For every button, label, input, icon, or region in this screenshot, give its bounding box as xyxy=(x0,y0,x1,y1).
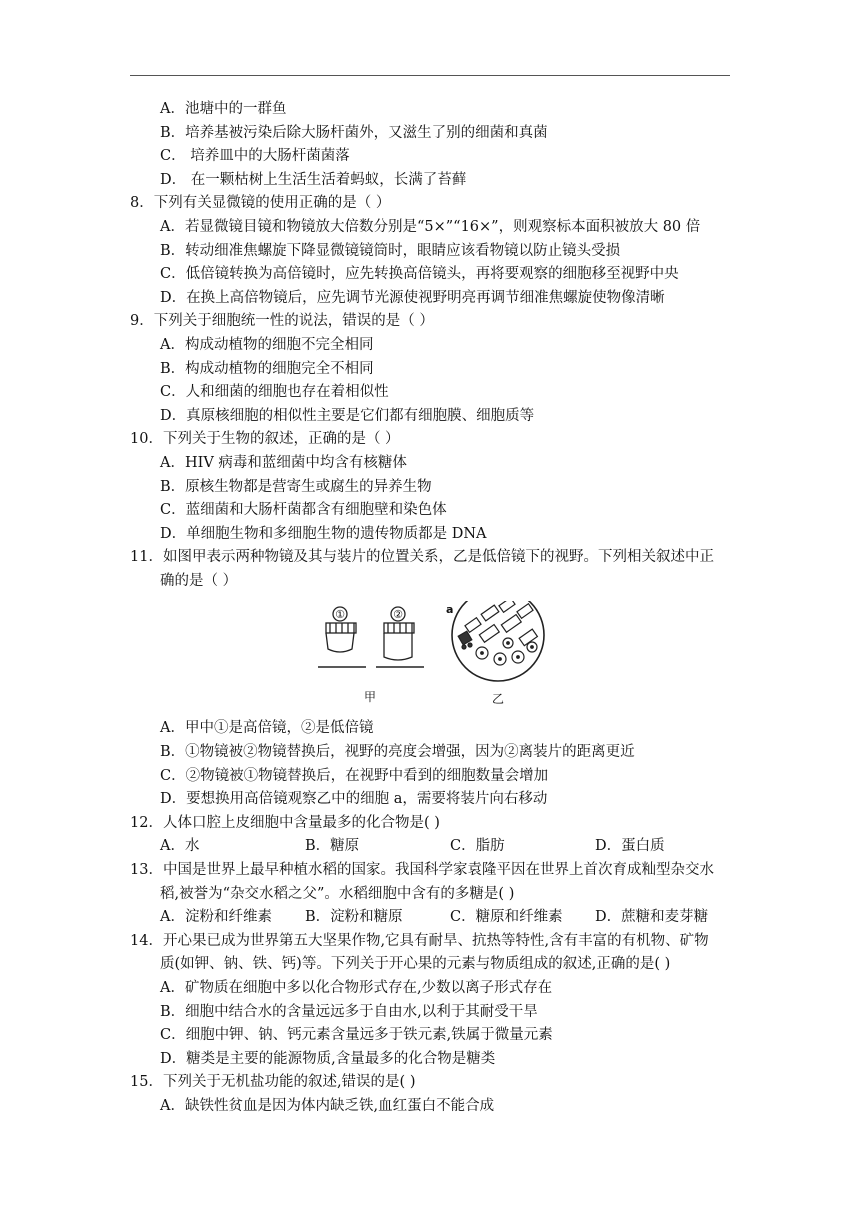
q8-stem: 8．下列有关显微镜的使用正确的是（ ） xyxy=(130,195,391,212)
q14-option-b: B．细胞中结合水的含量远远多于自由水,以利于其耐受干旱 xyxy=(160,1003,538,1020)
cell-a-label: a xyxy=(446,603,454,617)
q12-option-d: D．蛋白质 xyxy=(595,838,665,855)
q15-stem: 15．下列关于无机盐功能的叙述,错误的是( ) xyxy=(130,1074,416,1091)
q13-stem-continued: 稻,被誉为“杂交水稻之父”。水稻细胞中含有的多糖是( ) xyxy=(160,885,515,902)
q13-option-b: B．淀粉和糖原 xyxy=(305,909,403,926)
figure-yi-label: 乙 xyxy=(491,692,505,707)
q13-options xyxy=(130,906,740,930)
q9-option-a: A．构成动植物的细胞不完全相同 xyxy=(160,336,374,353)
q14-stem: 14．开心果已成为世界第五大坚果作物,它具有耐旱、抗热等特性,含有丰富的有机物、矿物 xyxy=(130,932,709,949)
q13-option-a: A．淀粉和纤维素 xyxy=(160,909,272,926)
objective-2-label: ② xyxy=(393,608,403,622)
microscope-diagram xyxy=(314,601,574,709)
q9-stem: 9．下列关于细胞统一性的说法，错误的是（ ） xyxy=(130,313,434,330)
q7-option-c: C． 培养皿中的大肠杆菌菌落 xyxy=(160,148,350,165)
q8-option-d: D．在换上高倍物镜后，应先调节光源使视野明亮再调节细准焦螺旋使物像清晰 xyxy=(160,289,665,306)
q9-option-d: D．真原核细胞的相似性主要是它们都有细胞膜、细胞质等 xyxy=(160,407,535,424)
figure-jia-label: 甲 xyxy=(363,690,377,705)
q8-option-c: C．低倍镜转换为高倍镜时，应先转换高倍镜头，再将要观察的细胞移至视野中央 xyxy=(160,266,679,283)
q9-option-c: C．人和细菌的细胞也存在着相似性 xyxy=(160,384,389,401)
q13-stem: 13．中国是世界上最早种植水稻的国家。我国科学家袁隆平因在世界上首次育成籼型杂交水 xyxy=(130,862,714,879)
q13-option-d: D．蔗糖和麦芽糖 xyxy=(595,909,709,926)
q8-option-a: A．若显微镜目镜和物镜放大倍数分别是“5×”“16×”，则观察标本面积被放大 80 倍 xyxy=(160,218,701,235)
q12-stem: 12．人体口腔上皮细胞中含量最多的化合物是( ) xyxy=(130,814,440,831)
q10-stem: 10．下列关于生物的叙述，正确的是（ ） xyxy=(130,431,400,448)
q11-option-c: C．②物镜被①物镜替换后，在视野中看到的细胞数量会增加 xyxy=(160,767,549,784)
header-rule xyxy=(130,75,730,76)
q9-option-b: B．构成动植物的细胞完全不相同 xyxy=(160,360,374,377)
q10-option-b: B．原核生物都是营寄生或腐生的异养生物 xyxy=(160,478,432,495)
microscope-figure xyxy=(314,593,740,717)
q11-stem-continued: 确的是（ ） xyxy=(160,572,238,589)
field-of-view xyxy=(452,601,544,681)
q8-option-b: B．转动细准焦螺旋下降显微镜镜筒时，眼睛应该看物镜以防止镜头受损 xyxy=(160,242,621,259)
q10-option-c: C．蓝细菌和大肠杆菌都含有细胞壁和染色体 xyxy=(160,502,447,519)
q7-option-d: D． 在一颗枯树上生活生活着蚂蚁，长满了苔藓 xyxy=(160,171,467,188)
q13-option-c: C．糖原和纤维素 xyxy=(450,909,563,926)
objective-1-label: ① xyxy=(335,608,345,622)
q7-option-a: A．池塘中的一群鱼 xyxy=(160,101,287,117)
q11-stem: 11．如图甲表示两种物镜及其与装片的位置关系，乙是低倍镜下的视野。下列相关叙述中正 xyxy=(130,549,714,566)
exam-content xyxy=(130,98,740,1119)
q11-option-b: B．①物镜被②物镜替换后，视野的亮度会增强，因为②离装片的距离更近 xyxy=(160,744,635,761)
q10-option-a: A．HIV 病毒和蓝细菌中均含有核糖体 xyxy=(160,454,407,471)
q15-option-a: A．缺铁性贫血是因为体内缺乏铁,血红蛋白不能合成 xyxy=(160,1097,495,1114)
q10-option-d: D．单细胞生物和多细胞生物的遗传物质都是 DNA xyxy=(160,525,487,542)
q11-option-d: D．要想换用高倍镜观察乙中的细胞 a，需要将装片向右移动 xyxy=(160,791,548,808)
q14-option-a: A．矿物质在细胞中多以化合物形式存在,少数以离子形式存在 xyxy=(160,980,553,996)
q11-option-a: A．甲中①是高倍镜，②是低倍镜 xyxy=(160,720,374,737)
q12-option-c: C．脂肪 xyxy=(450,838,505,855)
q14-stem-continued: 质(如钾、钠、铁、钙)等。下列关于开心果的元素与物质组成的叙述,正确的是( ) xyxy=(160,956,671,973)
q14-option-c: C．细胞中钾、钠、钙元素含量远多于铁元素,铁属于微量元素 xyxy=(160,1027,553,1044)
q12-option-b: B．糖原 xyxy=(305,838,360,855)
q14-option-d: D．糖类是主要的能源物质,含量最多的化合物是糖类 xyxy=(160,1050,496,1067)
q7-option-b: B．培养基被污染后除大肠杆菌外，又滋生了别的细菌和真菌 xyxy=(160,124,548,141)
q12-options xyxy=(130,835,740,859)
q12-option-a: A．水 xyxy=(160,838,200,855)
